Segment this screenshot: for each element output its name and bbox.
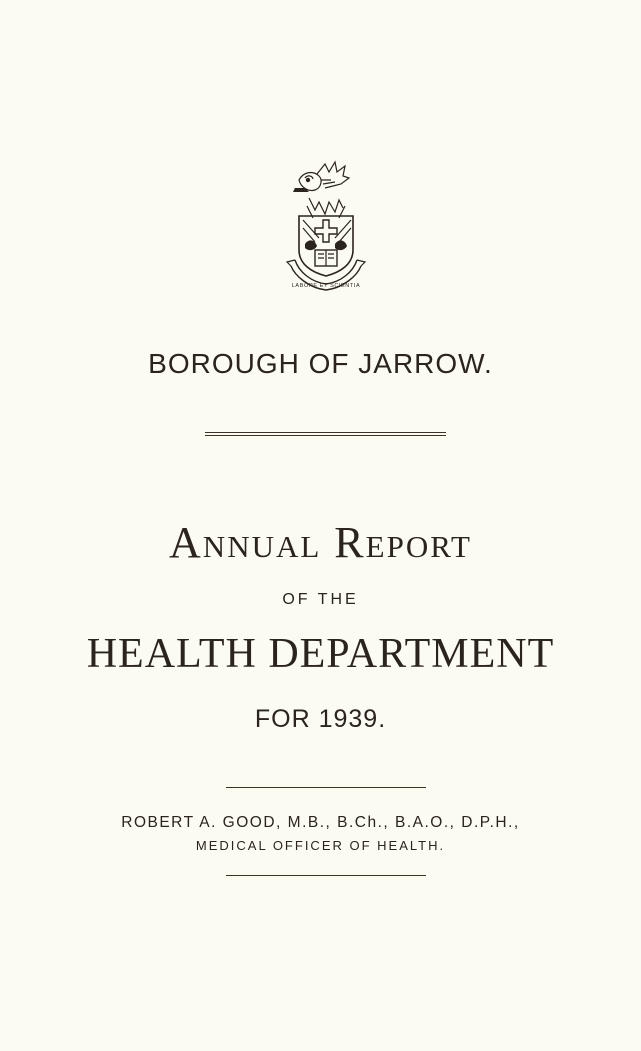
crest-motto: LABORE ET SCIENTIA xyxy=(291,283,361,289)
report-department: HEALTH DEPARTMENT xyxy=(86,631,555,677)
report-subtitle-of-the: OF THE xyxy=(282,591,359,608)
rule-above-author xyxy=(226,787,426,788)
double-rule-top xyxy=(205,432,446,433)
author-role: MEDICAL OFFICER OF HEALTH. xyxy=(195,838,446,853)
borough-title: BOROUGH OF JARROW. xyxy=(148,348,493,379)
coat-of-arms-icon xyxy=(285,158,367,300)
rule-below-author xyxy=(226,875,426,876)
report-year: FOR 1939. xyxy=(254,705,387,733)
report-title: Annual Report xyxy=(169,518,472,567)
author-name: ROBERT A. GOOD, M.B., B.Ch., B.A.O., D.P.H., xyxy=(121,814,520,831)
double-rule-bottom xyxy=(205,435,446,436)
